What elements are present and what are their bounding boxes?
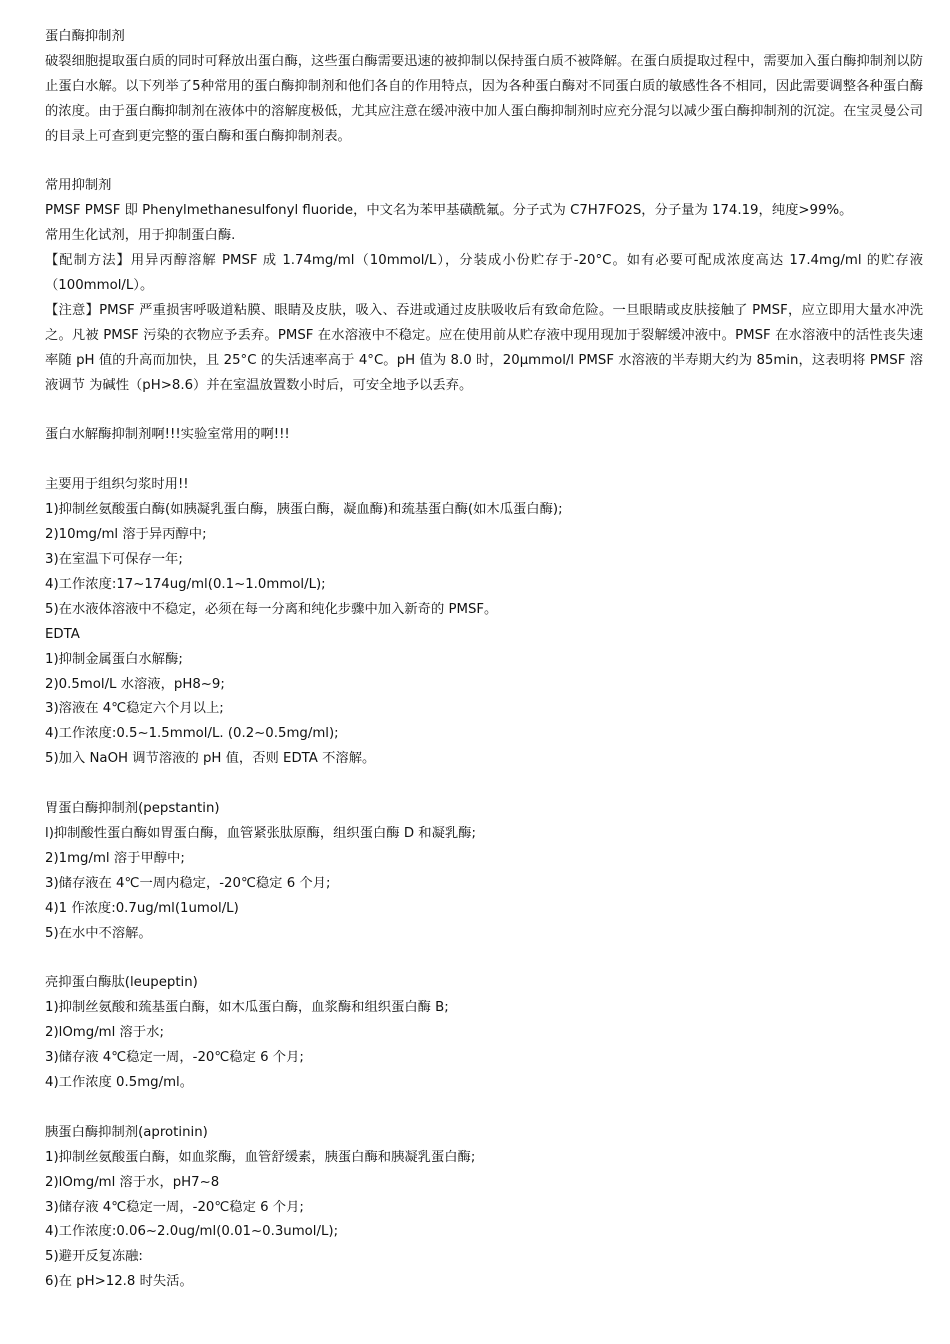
leupeptin-section <box>45 971 923 1096</box>
intro-heading: 蛋白酶抑制剂 <box>45 29 125 44</box>
edta-section <box>45 623 923 772</box>
common-heading: 常用抑制剂 <box>45 178 112 194</box>
list-item: 1)抑制金属蛋白水解酶; <box>45 651 183 667</box>
pmsf-list-section <box>45 473 923 622</box>
list-item: 6)在 pH>12.8 时失活。 <box>45 1274 193 1290</box>
list-item: 4)工作浓度:17~174ug/ml(0.1~1.0mmol/L); <box>45 576 326 592</box>
spacer <box>45 1096 923 1121</box>
aprotinin-section <box>45 1121 923 1295</box>
list-item: 3)储存液在 4℃一周内稳定，-20℃稳定 6 个月; <box>45 875 331 891</box>
pmsf-preparation: 【配制方法】用异丙醇溶解 PMSF 成 1.74mg/ml（10mmol/L），分装成小份贮存于-20°C。如有必要可配成浓度高达 17.4mg/ml 的贮存液（100mmol/L）。 <box>45 253 923 294</box>
pmsf-caution: 【注意】PMSF 严重损害呼吸道粘膜、眼睛及皮肤，吸入、吞进或通过皮肤吸收后有致命危险。一旦眼睛或皮肤接触了 PMSF，应立即用大量水冲洗之。凡被 PMSF 污染的衣物应予丢弃。PMSF 在水溶液中不稳定。应在使用前从贮存液中现用现加于裂解缓冲液中。PMSF 在水溶液中的活性丧失速率随 pH 值的升高而加快，且 25°C 的失活速率高于 4°C。pH 值为 8.0 时，20μmmol/l PMSF 水溶液的半寿期大约为 85min，这表明将 PMSF 溶液调节 为碱性（pH>8.6）并在室温放置数小时后，可安全地予以丢弃。 <box>45 302 923 393</box>
list-item: 2)1mg/ml 溶于甲醇中; <box>45 850 185 866</box>
list-item: 3)在室温下可保存一年; <box>45 551 183 567</box>
list-item: 4)1 作浓度:0.7ug/ml(1umol/L) <box>45 900 239 916</box>
intro-section <box>45 25 923 150</box>
list-item: l)抑制酸性蛋白酶如胃蛋白酶，血管紧张肽原酶，组织蛋白酶 D 和凝乳酶; <box>45 825 476 841</box>
pmsf-definition: PMSF PMSF 即 Phenylmethanesulfonyl fluoride，中文名为苯甲基磺酰氟。分子式为 C7H7FO2S，分子量为 174.19，纯度>99%。 <box>45 203 853 219</box>
list-item: 5)在水液体溶液中不稳定，必须在每一分离和纯化步骤中加入新奇的 PMSF。 <box>45 601 498 617</box>
list-item: 2)0.5mol/L 水溶液，pH8~9; <box>45 676 225 692</box>
spacer <box>45 946 923 971</box>
list-item: 4)工作浓度 0.5mg/ml。 <box>45 1074 194 1090</box>
leupeptin-heading: 亮抑蛋白酶肽(leupeptin) <box>45 975 198 991</box>
list-item: 4)工作浓度:0.5~1.5mmol/L. (0.2~0.5mg/ml); <box>45 726 339 742</box>
pmsf-list-heading: 主要用于组织匀浆时用!! <box>45 477 189 493</box>
list-item: 1)抑制丝氨酸和巯基蛋白酶，如木瓜蛋白酶，血浆酶和组织蛋白酶 B; <box>45 1000 449 1016</box>
spacer <box>45 448 923 473</box>
pepstatin-heading: 胃蛋白酶抑制剂(pepstantin) <box>45 801 220 817</box>
list-item: 3)储存液 4℃稳定一周，-20℃稳定 6 个月; <box>45 1050 304 1066</box>
list-item: 2)lOmg/ml 溶于水，pH7~8 <box>45 1174 220 1190</box>
lab-note: 蛋白水解酶抑制剂啊!!!实验室常用的啊!!! <box>45 427 290 443</box>
list-item: 5)避开反复冻融: <box>45 1249 143 1265</box>
list-item: 2)lOmg/ml 溶于水; <box>45 1025 164 1041</box>
pepstatin-section <box>45 797 923 946</box>
list-item: 1)抑制丝氨酸蛋白酶，如血浆酶，血管舒缓素，胰蛋白酶和胰凝乳蛋白酶; <box>45 1149 476 1165</box>
list-item: 1)抑制丝氨酸蛋白酶(如胰凝乳蛋白酶，胰蛋白酶，凝血酶)和巯基蛋白酶(如木瓜蛋白酶); <box>45 502 563 518</box>
list-item: 4)工作浓度:0.06~2.0ug/ml(0.01~0.3umol/L); <box>45 1224 339 1240</box>
list-item: 5)加入 NaOH 调节溶液的 pH 值，否则 EDTA 不溶解。 <box>45 751 376 767</box>
intro-paragraph: 破裂细胞提取蛋白质的同时可释放出蛋白酶，这些蛋白酶需要迅速的被抑制以保持蛋白质不被降解。在蛋白质提取过程中，需要加入蛋白酶抑制剂以防止蛋白水解。以下列举了5种常用的蛋白酶抑制剂和他们各自的作用特点，因为各种蛋白酶对不同蛋白质的敏感性各不相同，因此需要调整各种蛋白酶的浓度。由于蛋白酶抑制剂在液体中的溶解度极低，尤其应注意在缓冲液中加人蛋白酶抑制剂时应充分混匀以减少蛋白酶抑制剂的沉淀。在宝灵曼公司的目录上可查到更完整的蛋白酶和蛋白酶抑制剂表。 <box>45 53 923 144</box>
spacer <box>45 772 923 797</box>
list-item: 5)在水中不溶解。 <box>45 925 152 941</box>
aprotinin-heading: 胰蛋白酶抑制剂(aprotinin) <box>45 1124 208 1140</box>
pmsf-usage: 常用生化试剂，用于抑制蛋白酶. <box>45 228 236 244</box>
edta-heading: EDTA <box>45 626 80 642</box>
spacer <box>45 399 923 424</box>
spacer <box>45 150 923 175</box>
common-section <box>45 174 923 398</box>
list-item: 3)储存液 4℃稳定一周，-20℃稳定 6 个月; <box>45 1199 304 1215</box>
list-item: 3)溶液在 4℃稳定六个月以上; <box>45 701 224 717</box>
list-item: 2)10mg/ml 溶于异丙醇中; <box>45 527 207 543</box>
